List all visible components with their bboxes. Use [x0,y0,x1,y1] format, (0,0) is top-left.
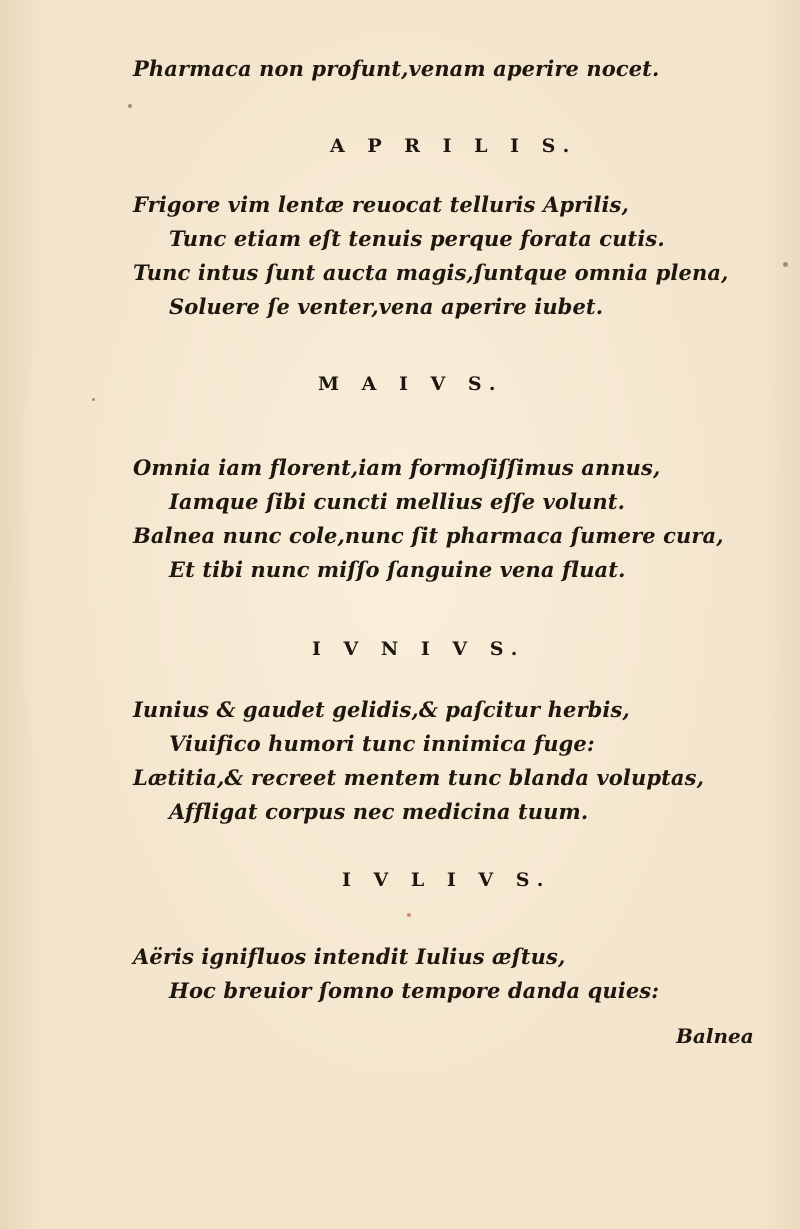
section-heading-maius: M A I V S. [318,373,504,395]
verse-line: Hoc breuior ſomno tempore danda quies: [169,978,660,1003]
verse-line: Aëris ignifluos intendit Iulius æſtus, [133,944,566,969]
verse-line: Frigore vim lentæ reuocat telluris Aprilis, [133,192,629,217]
verse-line: Iunius & gaudet gelidis,& paſcitur herbis, [133,697,630,722]
verse-line: Affligat corpus nec medicina tuum. [169,799,589,824]
verse-line: Tunc intus ſunt aucta magis,ſuntque omnia plena, [133,260,729,285]
section-heading-iulius: I V L I V S. [342,869,552,891]
verse-line: Lætitia,& recreet mentem tunc blanda voluptas, [133,765,704,790]
section-heading-iunius: I V N I V S. [312,638,526,660]
verse-line: Viuifico humori tunc innimica fuge: [169,731,595,756]
ink-speck [92,398,95,401]
section-heading-aprilis: A P R I L I S. [330,135,578,157]
verse-line: Soluere ſe venter,vena aperire iubet. [169,294,604,319]
ink-speck [407,913,411,917]
verse-line: Tunc etiam eſt tenuis perque forata cutis. [169,226,665,251]
verse-line: Omnia iam florent,iam formoſiſſimus annus, [133,455,661,480]
verse-line: Balnea nunc cole,nunc ſit pharmaca ſumere cura, [133,523,724,548]
top-verse-line: Pharmaca non profunt,venam aperire nocet. [133,56,660,81]
verse-line: Et tibi nunc miſſo ſanguine vena fluat. [169,557,626,582]
ink-speck [783,262,788,267]
verse-line: Iamque ſibi cuncti mellius eſſe volunt. [169,489,626,514]
ink-speck [128,104,132,108]
catchword: Balnea [676,1024,754,1048]
